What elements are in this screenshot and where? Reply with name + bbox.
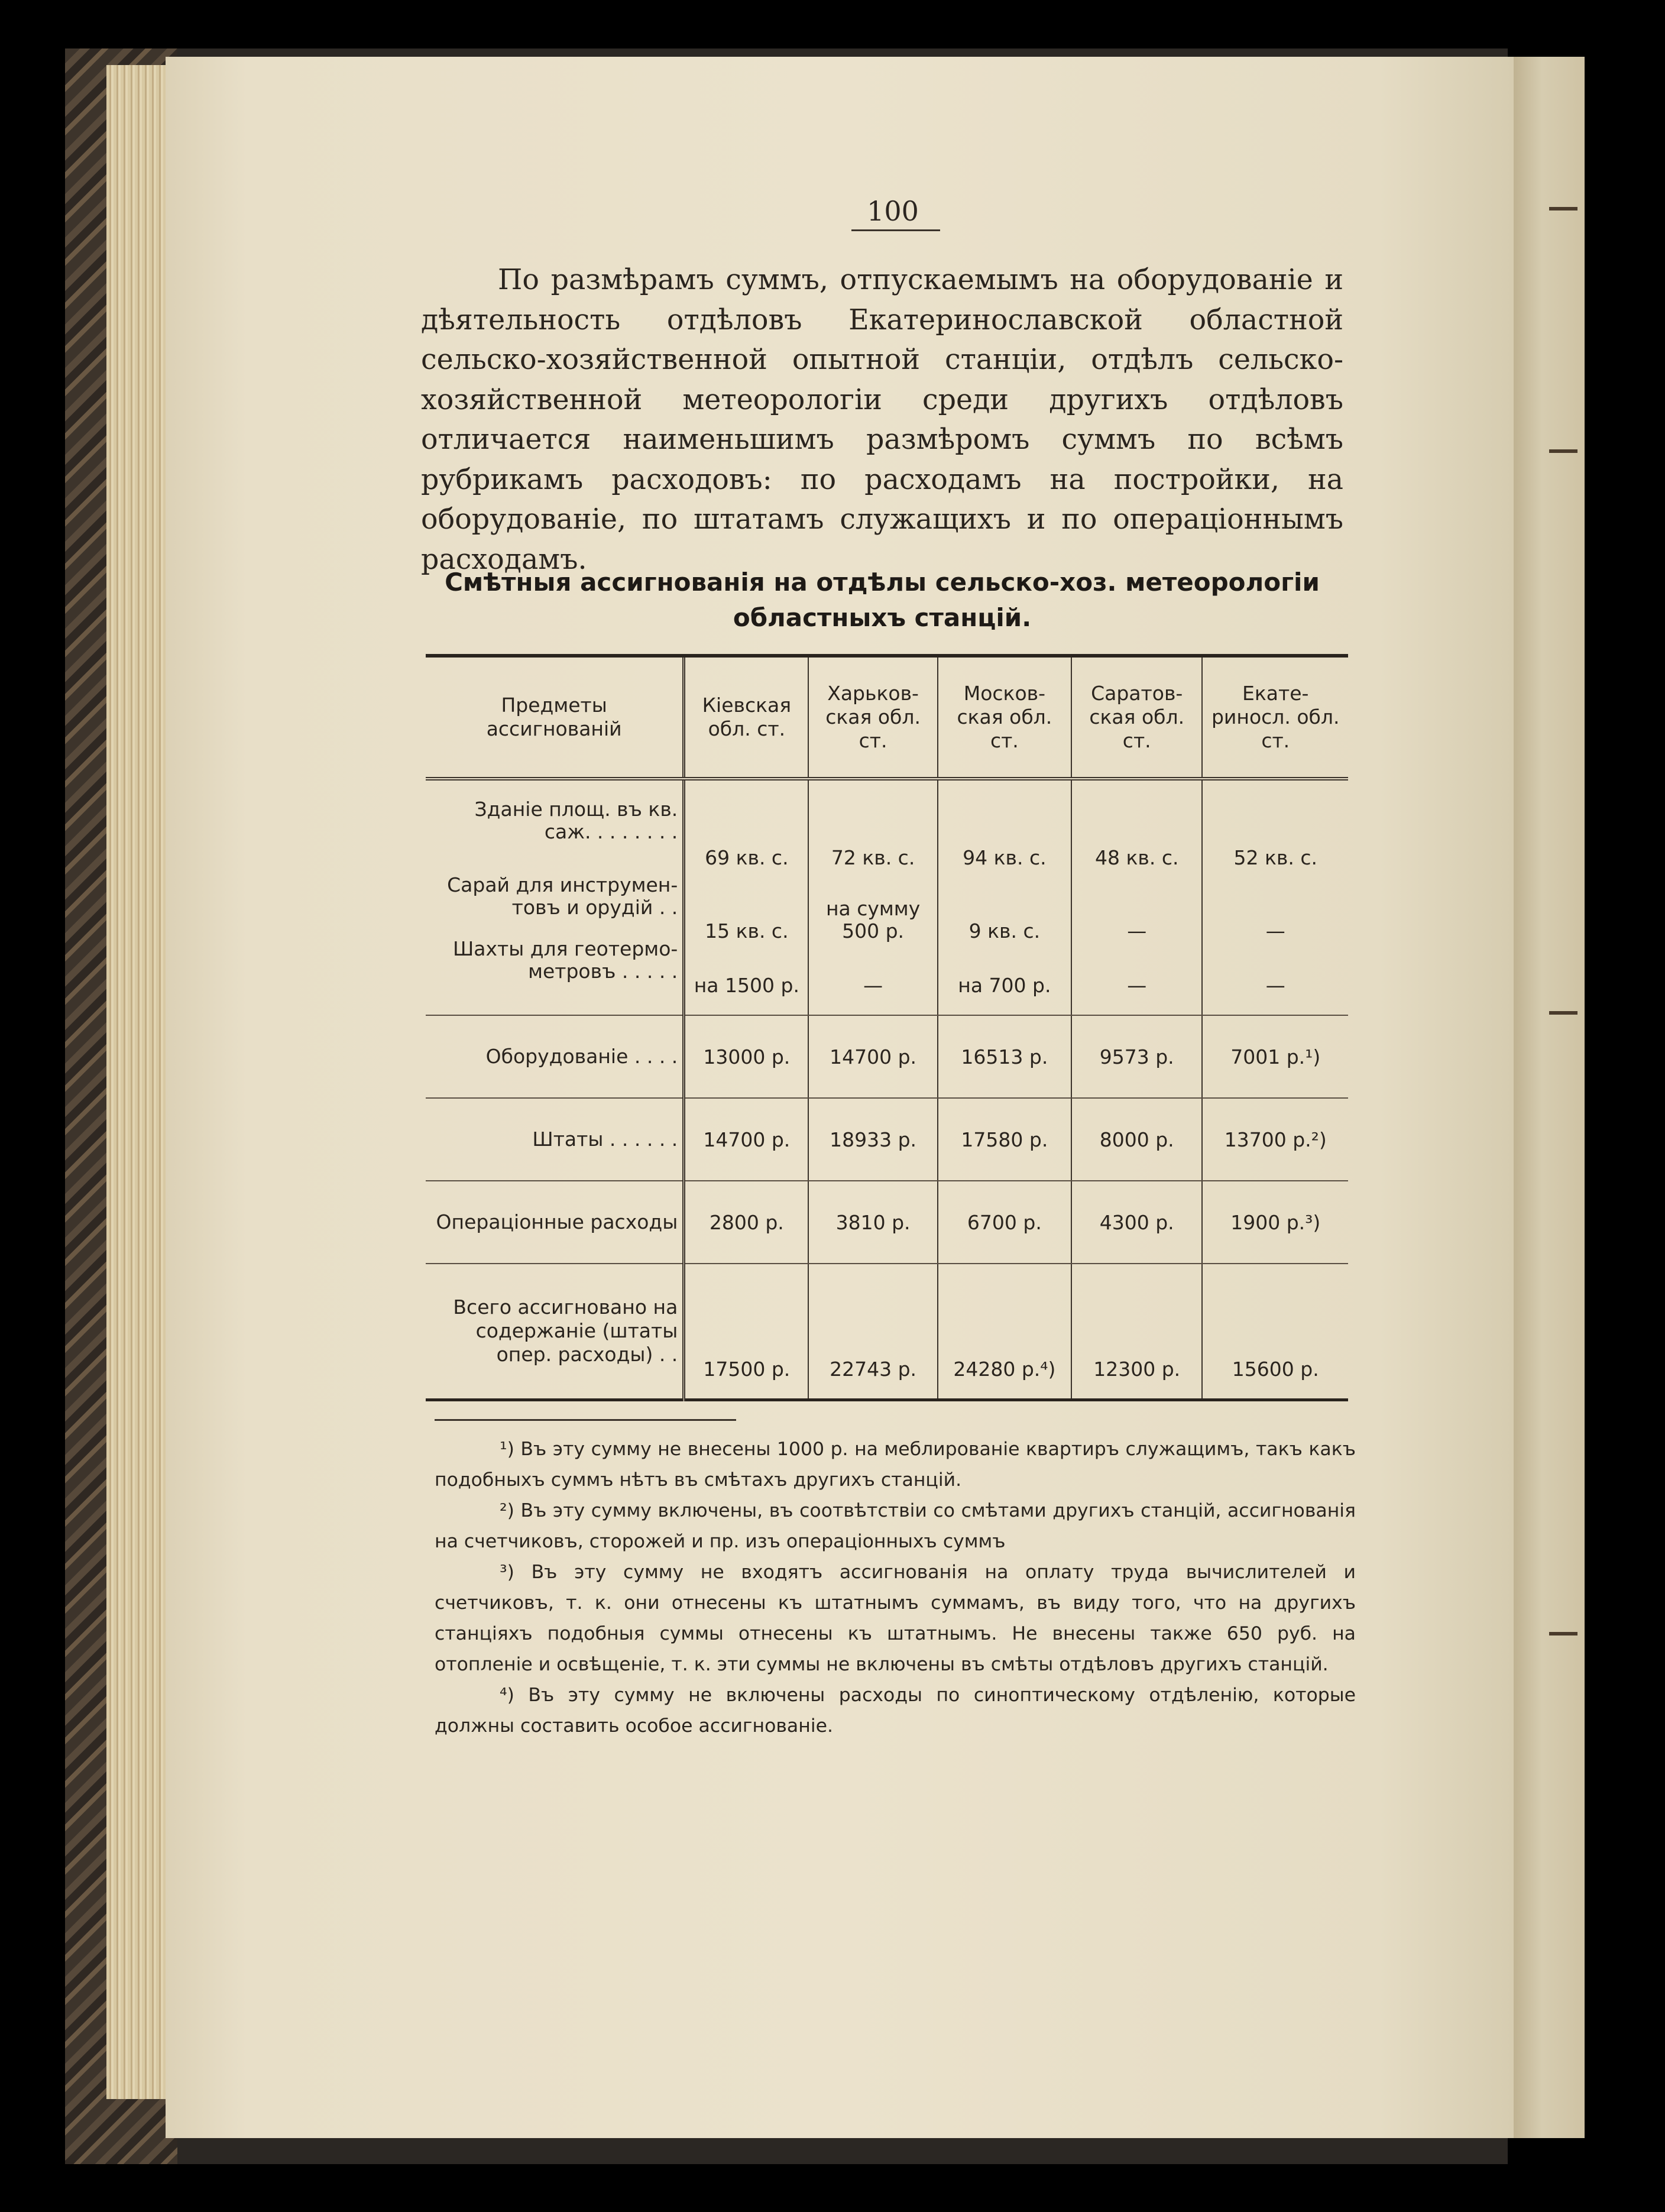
cell-moscow-staff: 17580 р. xyxy=(938,1098,1071,1181)
cell-ekaterinoslav-shed: — xyxy=(1265,919,1285,943)
table-title xyxy=(421,565,1343,636)
footnote-3: ³) Въ эту сумму не входятъ ассигнованія на оплату труда вычислителей и счетчиковъ, т. к. они отнесены къ штатнымъ суммамъ, въ виду того, что на другихъ станціяхъ подобныя суммы отнесены къ штатнымъ. Не внесены также 650 руб. на отопленіе и освѣщеніе, т. к. эти суммы не включены въ смѣты отдѣловъ другихъ станцій. xyxy=(435,1562,1356,1675)
adjacent-page-edge xyxy=(1514,57,1585,2138)
cell-moscow-operations: 6700 р. xyxy=(938,1181,1071,1264)
header-ekaterinoslav: Екате-риносл. обл. ст. xyxy=(1202,658,1348,779)
cell-kharkov-equipment: 14700 р. xyxy=(808,1015,937,1098)
table-title-line-2: областныхъ станцій. xyxy=(733,603,1032,632)
cell-moscow-shafts: на 700 р. xyxy=(958,974,1051,997)
row-label-total: Всего ассигновано на содержаніе (штаты опер. расходы) . . xyxy=(426,1264,684,1400)
table-row-buildings xyxy=(426,779,1348,1015)
row-label-equipment: Оборудованіе . . . . xyxy=(426,1015,684,1098)
footnotes xyxy=(435,1434,1356,1741)
row-label-building-area: Зданіе площ. въ кв. саж. . . . . . . . xyxy=(474,798,678,843)
row-label-shafts: Шахты для геотермо-метровъ . . . . . xyxy=(452,937,678,983)
cell-kiev-shafts: на 1500 р. xyxy=(694,974,799,997)
header-kharkov: Харьков-ская обл. ст. xyxy=(808,658,937,779)
cell-kharkov-staff: 18933 р. xyxy=(808,1098,937,1181)
cell-moscow-building-area: 94 кв. с. xyxy=(963,846,1047,869)
budget-table-container xyxy=(426,658,1348,1391)
cell-kiev-staff: 14700 р. xyxy=(684,1098,809,1181)
cell-kharkov-buildings xyxy=(808,779,937,1015)
cell-saratov-shafts: — xyxy=(1127,974,1147,997)
page-number-underline xyxy=(851,229,940,231)
budget-table xyxy=(426,658,1348,1401)
table-row-operations xyxy=(426,1181,1348,1264)
cell-saratov-staff: 8000 р. xyxy=(1071,1098,1203,1181)
cell-saratov-total: 12300 р. xyxy=(1071,1264,1203,1400)
cell-moscow-shed: 9 кв. с. xyxy=(968,919,1041,943)
binding-mark xyxy=(1549,1011,1577,1015)
table-row-staff xyxy=(426,1098,1348,1181)
cell-kharkov-shafts: — xyxy=(863,974,883,997)
cell-moscow-total: 24280 р.⁴) xyxy=(938,1264,1071,1400)
cell-kiev-total: 17500 р. xyxy=(684,1264,809,1400)
cell-moscow-buildings xyxy=(938,779,1071,1015)
cell-saratov-operations: 4300 р. xyxy=(1071,1181,1203,1264)
table-header-row xyxy=(426,658,1348,779)
row-label-operations: Операціонные расходы xyxy=(426,1181,684,1264)
table-top-rule xyxy=(426,654,1348,658)
cell-saratov-equipment: 9573 р. xyxy=(1071,1015,1203,1098)
page-number: 100 xyxy=(867,195,919,227)
footnote-1: ¹) Въ эту сумму не внесены 1000 р. на меблированіе квартиръ служащимъ, такъ какъ подобныхъ суммъ нѣтъ въ смѣтахъ другихъ станцій. xyxy=(435,1439,1356,1491)
binding-mark xyxy=(1549,449,1577,453)
row-label-staff: Штаты . . . . . . xyxy=(426,1098,684,1181)
cell-moscow-equipment: 16513 р. xyxy=(938,1015,1071,1098)
header-item: Предметы ассигнованій xyxy=(426,658,684,779)
cell-saratov-buildings xyxy=(1071,779,1203,1015)
cell-ekaterinoslav-equipment: 7001 р.¹) xyxy=(1202,1015,1348,1098)
footnote-separator xyxy=(435,1419,736,1421)
header-saratov: Саратов-ская обл. ст. xyxy=(1071,658,1203,779)
cell-ekaterinoslav-shafts: — xyxy=(1265,974,1285,997)
header-kiev: Кіевская обл. ст. xyxy=(684,658,809,779)
cell-kiev-building-area: 69 кв. с. xyxy=(705,846,789,869)
cell-kharkov-shed: на сумму 500 р. xyxy=(825,897,921,943)
row-label-buildings xyxy=(426,779,684,1015)
table-row-equipment xyxy=(426,1015,1348,1098)
cell-ekaterinoslav-total: 15600 р. xyxy=(1202,1264,1348,1400)
table-title-line-1: Смѣтныя ассигнованія на отдѣлы сельско-хоз. метеорологіи xyxy=(445,568,1320,597)
cell-kharkov-operations: 3810 р. xyxy=(808,1181,937,1264)
binding-mark xyxy=(1549,207,1577,210)
cell-saratov-shed: — xyxy=(1127,919,1147,943)
footnote-4: ⁴) Въ эту сумму не включены расходы по синоптическому отдѣленію, которые должны составить особое ассигнованіе. xyxy=(435,1685,1356,1737)
header-moscow: Москов-ская обл. ст. xyxy=(938,658,1071,779)
cell-kiev-shed: 15 кв. с. xyxy=(705,919,789,943)
footnote-2: ²) Въ эту сумму включены, въ соотвѣтствіи со смѣтами другихъ станцій, ассигнованія на счетчиковъ, сторожей и пр. изъ операціонныхъ суммъ xyxy=(435,1500,1356,1552)
intro-paragraph: По размѣрамъ суммъ, отпускаемымъ на оборудованіе и дѣятельность отдѣловъ Екатеринославской областной сельско-хозяйственной опытной станціи, отдѣлъ сельско-хозяйственной метеорологіи среди другихъ отдѣловъ отличается наименьшимъ размѣромъ суммъ по всѣмъ рубрикамъ расходовъ: по расходамъ на постройки, на оборудованіе, по штатамъ служащихъ и по операціоннымъ расходамъ. xyxy=(421,264,1343,576)
cell-ekaterinoslav-staff: 13700 р.²) xyxy=(1202,1098,1348,1181)
cell-ekaterinoslav-buildings xyxy=(1202,779,1348,1015)
cell-kiev-operations: 2800 р. xyxy=(684,1181,809,1264)
cell-kharkov-building-area: 72 кв. с. xyxy=(831,846,915,869)
cell-ekaterinoslav-operations: 1900 р.³) xyxy=(1202,1181,1348,1264)
cell-saratov-building-area: 48 кв. с. xyxy=(1094,846,1179,869)
row-label-shed: Сарай для инструмен-товъ и орудій . . xyxy=(447,873,678,919)
cell-kharkov-total: 22743 р. xyxy=(808,1264,937,1400)
cell-kiev-equipment: 13000 р. xyxy=(684,1015,809,1098)
binding-mark xyxy=(1549,1632,1577,1635)
table-row-total xyxy=(426,1264,1348,1400)
cell-kiev-buildings xyxy=(684,779,809,1015)
cell-ekaterinoslav-building-area: 52 кв. с. xyxy=(1233,846,1317,869)
